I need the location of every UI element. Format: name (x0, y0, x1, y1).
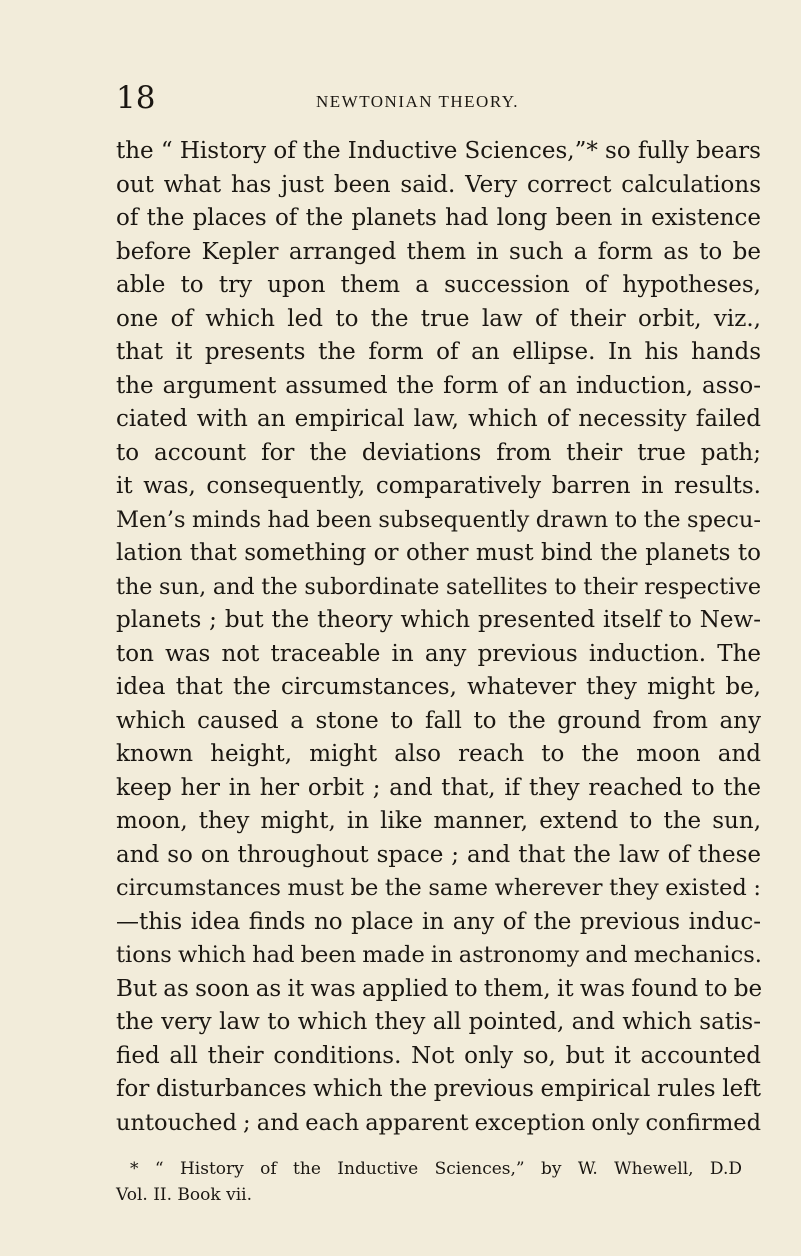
running-title: NEWTONIAN THEORY. (316, 92, 520, 111)
text-line: fied all their conditions. Not only so, but it accounted (116, 1042, 761, 1069)
running-head (116, 80, 756, 116)
text-line: planets ; but the theory which presented itself to New- (116, 607, 761, 633)
text-line: for disturbances which the previous empirical rules left (116, 1076, 761, 1102)
text-line: that it presents the form of an ellipse. In his hands (116, 339, 761, 365)
text-line: untouched ; and each apparent exception only confirmed (116, 1109, 761, 1136)
text-line: ciated with an empirical law, which of necessity failed (116, 406, 761, 432)
text-line: tions which had been made in astronomy and mechanics. (116, 942, 762, 968)
text-line: Men’s minds had been subsequently drawn to the specu- (116, 506, 761, 533)
text-line: known height, might also reach to the moon and (116, 741, 761, 767)
text-line: idea that the circumstances, whatever they might be, (116, 674, 761, 700)
text-line: the very law to which they all pointed, and which satis- (116, 1009, 761, 1035)
text-line: the “ History of the Inductive Sciences,”* so fully bears (116, 138, 761, 164)
text-line: to account for the deviations from their true path; (116, 439, 761, 466)
text-line: the argument assumed the form of an induction, asso- (116, 372, 761, 399)
page-number: 18 (116, 80, 156, 116)
text-line: circumstances must be the same wherever they existed : (116, 875, 761, 901)
body-text (116, 135, 761, 1140)
text-line: keep her in her orbit ; and that, if they reached to the (116, 774, 761, 801)
footnote-line: * “ History of the Inductive Sciences,” by W. Whewell, D.D (130, 1159, 742, 1179)
text-line: which caused a stone to fall to the ground from any (116, 707, 761, 734)
text-line: ton was not traceable in any previous induction. The (116, 640, 761, 667)
text-line: it was, consequently, comparatively barren in results. (116, 473, 761, 499)
footnote (116, 1156, 756, 1208)
text-line: lation that something or other must bind the planets to (116, 540, 761, 566)
text-line: before Kepler arranged them in such a form as to be (116, 238, 761, 265)
text-line: and so on throughout space ; and that the law of these (116, 841, 761, 868)
text-line: —this idea finds no place in any of the previous induc- (116, 908, 761, 935)
footnote-line: Vol. II. Book vii. (116, 1185, 252, 1205)
text-line: able to try upon them a succession of hypotheses, (116, 272, 761, 298)
text-line: one of which led to the true law of their orbit, viz., (116, 305, 761, 332)
text-line: of the places of the planets had long been in existence (116, 205, 761, 231)
text-line: the sun, and the subordinate satellites to their respective (116, 573, 761, 600)
text-line: But as soon as it was applied to them, it was found to be (116, 975, 763, 1002)
text-line: out what has just been said. Very correct calculations (116, 171, 761, 198)
text-line: moon, they might, in like manner, extend to the sun, (116, 808, 761, 834)
